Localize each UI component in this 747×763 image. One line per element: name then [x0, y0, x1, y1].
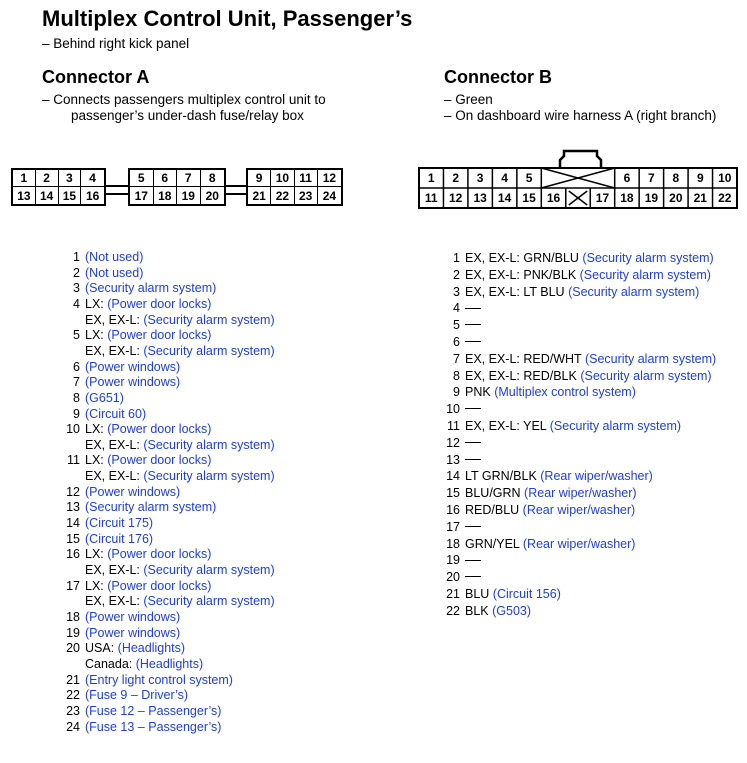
pin-circuit-link[interactable]: (Security alarm system)	[143, 343, 275, 358]
pin-circuit-link[interactable]: (Power door locks)	[107, 578, 212, 593]
connector-b-pin-label: 19	[644, 191, 659, 205]
pin-description	[85, 452, 211, 468]
pin-circuit-link[interactable]: (Fuse 12 – Passenger’s)	[85, 703, 222, 718]
pin-circuit-link[interactable]: (Security alarm system)	[143, 312, 275, 327]
pin-wire-color: EX, EX-L: YEL	[465, 419, 550, 433]
pin-circuit-link[interactable]: (Security alarm system)	[85, 281, 217, 296]
connector-b-pin-label: 12	[449, 191, 463, 205]
pin-circuit-link[interactable]: (Security alarm system)	[584, 351, 717, 366]
pin-circuit-link[interactable]: (Power door locks)	[107, 328, 212, 343]
pin-variant-label: LX:	[85, 578, 108, 593]
connector-b-desc-line2: – On dashboard wire harness A (right branch)	[444, 108, 717, 123]
connector-b-pin-label: 7	[648, 171, 655, 185]
pin-wire-color: EX, EX-L: PNK/BLK	[465, 267, 580, 282]
pin-description	[465, 536, 635, 552]
pin-circuit-link[interactable]: (Not used)	[85, 250, 144, 264]
connector-a-pin-cell: 14	[36, 187, 59, 204]
pin-description	[85, 249, 143, 265]
pin-number: 6	[453, 335, 460, 349]
pin-variant-label: LX:	[85, 296, 108, 311]
pin-wire-color: BLK	[465, 603, 493, 618]
empty-pin-dash	[465, 526, 481, 527]
pin-circuit-link[interactable]: (Security alarm system)	[580, 368, 712, 383]
pin-wire-color: GRN/YEL	[465, 536, 523, 551]
pin-description	[85, 406, 146, 422]
connector-a-pin-cell: 21	[248, 187, 271, 204]
pin-description	[85, 327, 211, 343]
connector-b-pin-label: 8	[672, 171, 680, 185]
pin-number: 12	[66, 484, 80, 499]
pin-description	[85, 359, 180, 375]
empty-pin-dash	[465, 341, 481, 342]
pin-description	[85, 703, 221, 719]
pin-description	[85, 421, 211, 437]
pin-number: 5	[73, 328, 80, 343]
connector-a-pin-cell: 7	[177, 170, 201, 187]
pin-description	[465, 519, 481, 535]
pin-circuit-link[interactable]: (Power door locks)	[107, 453, 212, 468]
pin-circuit-link[interactable]: (Power windows)	[85, 359, 181, 374]
pin-number: 5	[453, 318, 460, 333]
page-subtitle: – Behind right kick panel	[42, 36, 190, 51]
connector-a-pin-cell: 15	[59, 187, 82, 204]
connector-b-pin-label: 16	[546, 191, 561, 205]
pin-number: 15	[446, 486, 460, 501]
pin-circuit-link[interactable]: (Security alarm system)	[85, 500, 217, 515]
pin-number: 20	[66, 641, 80, 656]
connector-a-pin-cell: 20	[205, 188, 219, 203]
pin-number: 22	[66, 688, 80, 703]
pin-variant-label: EX, EX-L:	[85, 437, 144, 452]
connector-a-pin-cell: 9	[248, 170, 271, 187]
pin-description	[85, 593, 275, 609]
pin-description	[85, 343, 275, 359]
connector-b-pin-label: 3	[476, 171, 484, 185]
connector-b-pin-label: 15	[522, 191, 536, 205]
pin-number: 21	[446, 587, 460, 601]
pin-description	[465, 485, 637, 501]
pin-description	[465, 452, 481, 468]
pin-description	[465, 569, 481, 585]
connector-b-pin-label: 17	[595, 191, 610, 205]
connector-b-pin-label: 11	[424, 191, 438, 205]
connector-a-pin-cell: 10	[271, 170, 294, 187]
pin-circuit-link[interactable]: (Entry light control system)	[85, 672, 233, 687]
pin-description	[465, 267, 711, 283]
pin-number: 8	[453, 368, 460, 383]
connector-b-pin-label: 21	[693, 191, 707, 205]
pin-number: 3	[453, 284, 460, 299]
pin-circuit-link[interactable]: (Power door locks)	[107, 547, 212, 562]
pin-description	[465, 368, 712, 384]
pin-circuit-link[interactable]: (Rear wiper/washer)	[524, 486, 637, 501]
pin-number: 18	[446, 536, 460, 551]
empty-pin-dash	[465, 324, 481, 325]
pin-description	[85, 468, 275, 484]
pin-description	[85, 374, 180, 390]
pin-circuit-link[interactable]: (Power door locks)	[107, 422, 212, 437]
pin-description	[85, 656, 203, 672]
pin-number: 8	[73, 390, 80, 405]
pin-number: 6	[73, 359, 80, 374]
pin-number: 15	[66, 531, 80, 546]
connector-a-pin-cell: 13	[13, 187, 36, 204]
pin-circuit-link[interactable]: (Power windows)	[85, 609, 181, 624]
pin-number: 1	[73, 250, 80, 264]
pin-number: 9	[453, 385, 460, 400]
pin-description	[85, 562, 275, 578]
connector-a-pin-cell: 24	[322, 188, 337, 203]
pin-number: 20	[446, 570, 460, 585]
pin-wire-color: EX, EX-L: LT BLU	[465, 284, 569, 299]
connector-a-pin-cell: 4	[81, 170, 104, 187]
pin-description	[465, 250, 714, 266]
pin-circuit-link[interactable]: (Not used)	[85, 265, 144, 280]
pin-description	[465, 300, 481, 316]
pin-variant-label: USA:	[85, 641, 118, 656]
connector-a-pin-cell: 22	[271, 187, 294, 204]
connector-a-pin-cell: 5	[130, 170, 154, 187]
pin-circuit-link[interactable]: (Circuit 60)	[85, 406, 147, 421]
pin-number: 11	[447, 419, 460, 433]
connector-b-pin-label: 10	[718, 171, 732, 185]
pin-circuit-link[interactable]: (Headlights)	[135, 656, 204, 671]
pin-wire-color: EX, EX-L: GRN/BLU	[465, 251, 583, 265]
pin-description	[85, 531, 153, 547]
pin-wire-color: EX, EX-L: RED/WHT	[465, 351, 585, 366]
pin-circuit-link[interactable]: (Security alarm system)	[549, 419, 682, 433]
connector-b-heading: Connector B	[444, 67, 552, 87]
pin-circuit-link[interactable]: (Security alarm system)	[579, 267, 711, 282]
connector-b-pin-label: 13	[473, 191, 487, 205]
pin-number: 22	[446, 603, 460, 618]
pin-number: 7	[73, 375, 80, 390]
pin-number: 11	[67, 453, 80, 468]
empty-pin-dash	[465, 408, 481, 409]
empty-pin-dash	[465, 308, 481, 309]
pin-description	[85, 719, 221, 735]
pin-number: 24	[66, 719, 80, 734]
pin-circuit-link[interactable]: (Headlights)	[117, 641, 186, 656]
pin-description	[465, 435, 481, 451]
pin-description	[85, 265, 143, 281]
pin-description	[465, 317, 481, 333]
pin-circuit-link[interactable]: (Rear wiper/washer)	[522, 536, 636, 551]
connector-a-desc-line1: – Connects passengers multiplex control unit to	[42, 92, 326, 107]
pin-circuit-link[interactable]: (Power windows)	[85, 375, 181, 390]
pin-wire-color: BLU	[465, 587, 493, 601]
pin-number: 13	[446, 452, 460, 467]
pin-description	[465, 502, 635, 518]
connector-b-desc-line1: – Green	[444, 92, 493, 107]
pin-number: 19	[66, 625, 80, 640]
pin-number: 9	[73, 406, 80, 421]
pin-description	[465, 284, 699, 300]
pin-number: 2	[453, 267, 460, 282]
connector-a-pin-cell: 8	[201, 170, 225, 187]
pin-circuit-link[interactable]: (Power door locks)	[107, 296, 212, 311]
pin-circuit-link[interactable]: (G651)	[85, 390, 124, 405]
pin-number: 1	[453, 251, 460, 265]
connector-a-pin-cell: 12	[318, 170, 341, 187]
connector-a-pin-cell: 17	[130, 187, 154, 204]
pin-description	[465, 401, 481, 417]
pin-variant-label: LX:	[85, 547, 108, 562]
connector-a-pin-cell: 18	[154, 187, 178, 204]
pin-circuit-link[interactable]: (Rear wiper/washer)	[540, 469, 653, 484]
pin-description	[85, 515, 153, 531]
pin-description	[465, 552, 481, 568]
pin-variant-label: EX, EX-L:	[85, 469, 144, 484]
pin-number: 14	[66, 516, 80, 530]
pin-wire-color: BLU/GRN	[465, 486, 525, 501]
pin-variant-label: EX, EX-L:	[85, 594, 144, 609]
pin-description	[85, 687, 188, 703]
pin-description	[85, 499, 216, 515]
pin-wire-color: EX, EX-L: RED/BLK	[465, 368, 581, 383]
page-title: Multiplex Control Unit, Passenger’s	[42, 6, 413, 31]
pin-variant-label: Canada:	[85, 656, 136, 671]
connector-a-pin-cell: 1	[13, 170, 36, 187]
pin-description	[465, 468, 653, 484]
pin-circuit-link[interactable]: (Fuse 13 – Passenger’s)	[85, 719, 222, 734]
connector-a-desc-line2: passenger’s under-dash fuse/relay box	[71, 108, 304, 123]
pin-description	[85, 312, 275, 328]
pin-circuit-link[interactable]: (Multiplex control system)	[494, 385, 636, 400]
pin-description	[465, 351, 716, 367]
pin-description	[85, 672, 233, 688]
pin-number: 16	[66, 547, 80, 562]
pin-circuit-link[interactable]: (Security alarm system)	[143, 594, 275, 609]
empty-pin-dash	[465, 442, 481, 443]
connector-b-pin-label: 5	[525, 171, 533, 185]
pin-number: 13	[66, 500, 80, 515]
connector-a-heading: Connector A	[42, 67, 150, 87]
pin-variant-label: LX:	[85, 328, 108, 343]
pin-number: 17	[446, 519, 460, 534]
pin-circuit-link[interactable]: (Power windows)	[85, 625, 181, 640]
pin-number: 17	[66, 578, 80, 593]
pin-description	[85, 437, 275, 453]
pin-number: 4	[73, 296, 80, 311]
empty-pin-dash	[465, 459, 481, 460]
connector-b-pin-label: 1	[427, 171, 435, 185]
connector-b-pin-label: 9	[696, 171, 704, 185]
pin-description	[85, 484, 180, 500]
empty-pin-dash	[465, 576, 481, 577]
connector-a-pin-cell: 3	[59, 170, 82, 187]
pin-variant-label: LX:	[85, 422, 108, 437]
pin-description	[85, 578, 211, 594]
pin-number: 2	[73, 265, 80, 280]
pin-number: 7	[453, 351, 460, 366]
pin-number: 4	[453, 301, 460, 316]
pin-description	[85, 280, 216, 296]
pin-circuit-link[interactable]: (Fuse 9 – Driver’s)	[85, 688, 189, 703]
connector-a-pin-cell: 23	[295, 187, 318, 204]
pin-description	[85, 625, 180, 641]
pin-number: 10	[66, 422, 80, 437]
pin-wire-color: RED/BLU	[465, 503, 523, 517]
pin-circuit-link[interactable]: (Security alarm system)	[143, 437, 275, 452]
pin-description	[465, 384, 636, 400]
connector-b-pin-label: 22	[718, 191, 732, 205]
connector-b-shape	[0, 0, 747, 230]
pin-wire-color: PNK	[465, 385, 495, 400]
pin-circuit-link[interactable]: (G503)	[492, 603, 532, 618]
pin-variant-label: LX:	[85, 453, 108, 468]
pin-number: 16	[446, 503, 460, 517]
pin-number: 14	[446, 469, 460, 484]
pin-description	[465, 334, 481, 350]
pin-number: 21	[66, 672, 80, 687]
pin-circuit-link[interactable]: (Security alarm system)	[143, 469, 275, 484]
connector-a-pin-cell: 11	[295, 170, 318, 187]
connector-b-pin-label: 20	[669, 191, 683, 205]
pin-description	[465, 418, 681, 434]
pin-description	[85, 390, 124, 406]
pin-number: 10	[446, 402, 460, 417]
connector-a-pin-cell: 6	[154, 170, 178, 187]
connector-b-pin-label: 18	[620, 191, 634, 205]
pin-circuit-link[interactable]: (Power windows)	[85, 484, 181, 499]
pin-description	[85, 640, 185, 656]
pin-description	[85, 296, 211, 312]
connector-a-pin-cell: 2	[36, 170, 59, 187]
empty-pin-dash	[465, 560, 481, 561]
pin-circuit-link[interactable]: (Security alarm system)	[568, 284, 700, 299]
pin-circuit-link[interactable]: (Circuit 156)	[492, 587, 561, 601]
connector-b-pin-label: 2	[452, 171, 460, 185]
connector-b-pin-label: 4	[501, 171, 508, 185]
pin-description	[465, 586, 561, 602]
pin-wire-color: LT GRN/BLK	[465, 469, 541, 484]
connector-a-pin-cell: 19	[177, 187, 201, 204]
pin-description	[465, 603, 531, 619]
pin-circuit-link[interactable]: (Circuit 176)	[85, 531, 154, 546]
pin-number: 19	[446, 553, 460, 568]
pin-number: 12	[446, 435, 460, 450]
connector-b-pin-label: 14	[497, 191, 512, 205]
pin-number: 23	[66, 703, 80, 718]
pin-number: 3	[73, 281, 80, 296]
connector-b-pin-label: 6	[623, 171, 631, 185]
connector-a-pin-cell: 16	[85, 188, 100, 203]
pin-variant-label: EX, EX-L:	[85, 563, 144, 577]
pin-description	[85, 546, 211, 562]
pin-circuit-link[interactable]: (Circuit 175)	[85, 516, 154, 530]
pin-variant-label: EX, EX-L:	[85, 312, 144, 327]
pin-circuit-link[interactable]: (Security alarm system)	[582, 251, 714, 265]
pin-circuit-link[interactable]: (Rear wiper/washer)	[522, 503, 636, 517]
latch-tab	[560, 151, 601, 168]
pin-number: 18	[66, 609, 80, 624]
pin-circuit-link[interactable]: (Security alarm system)	[143, 563, 275, 577]
pin-description	[85, 609, 180, 625]
pin-variant-label: EX, EX-L:	[85, 343, 144, 358]
